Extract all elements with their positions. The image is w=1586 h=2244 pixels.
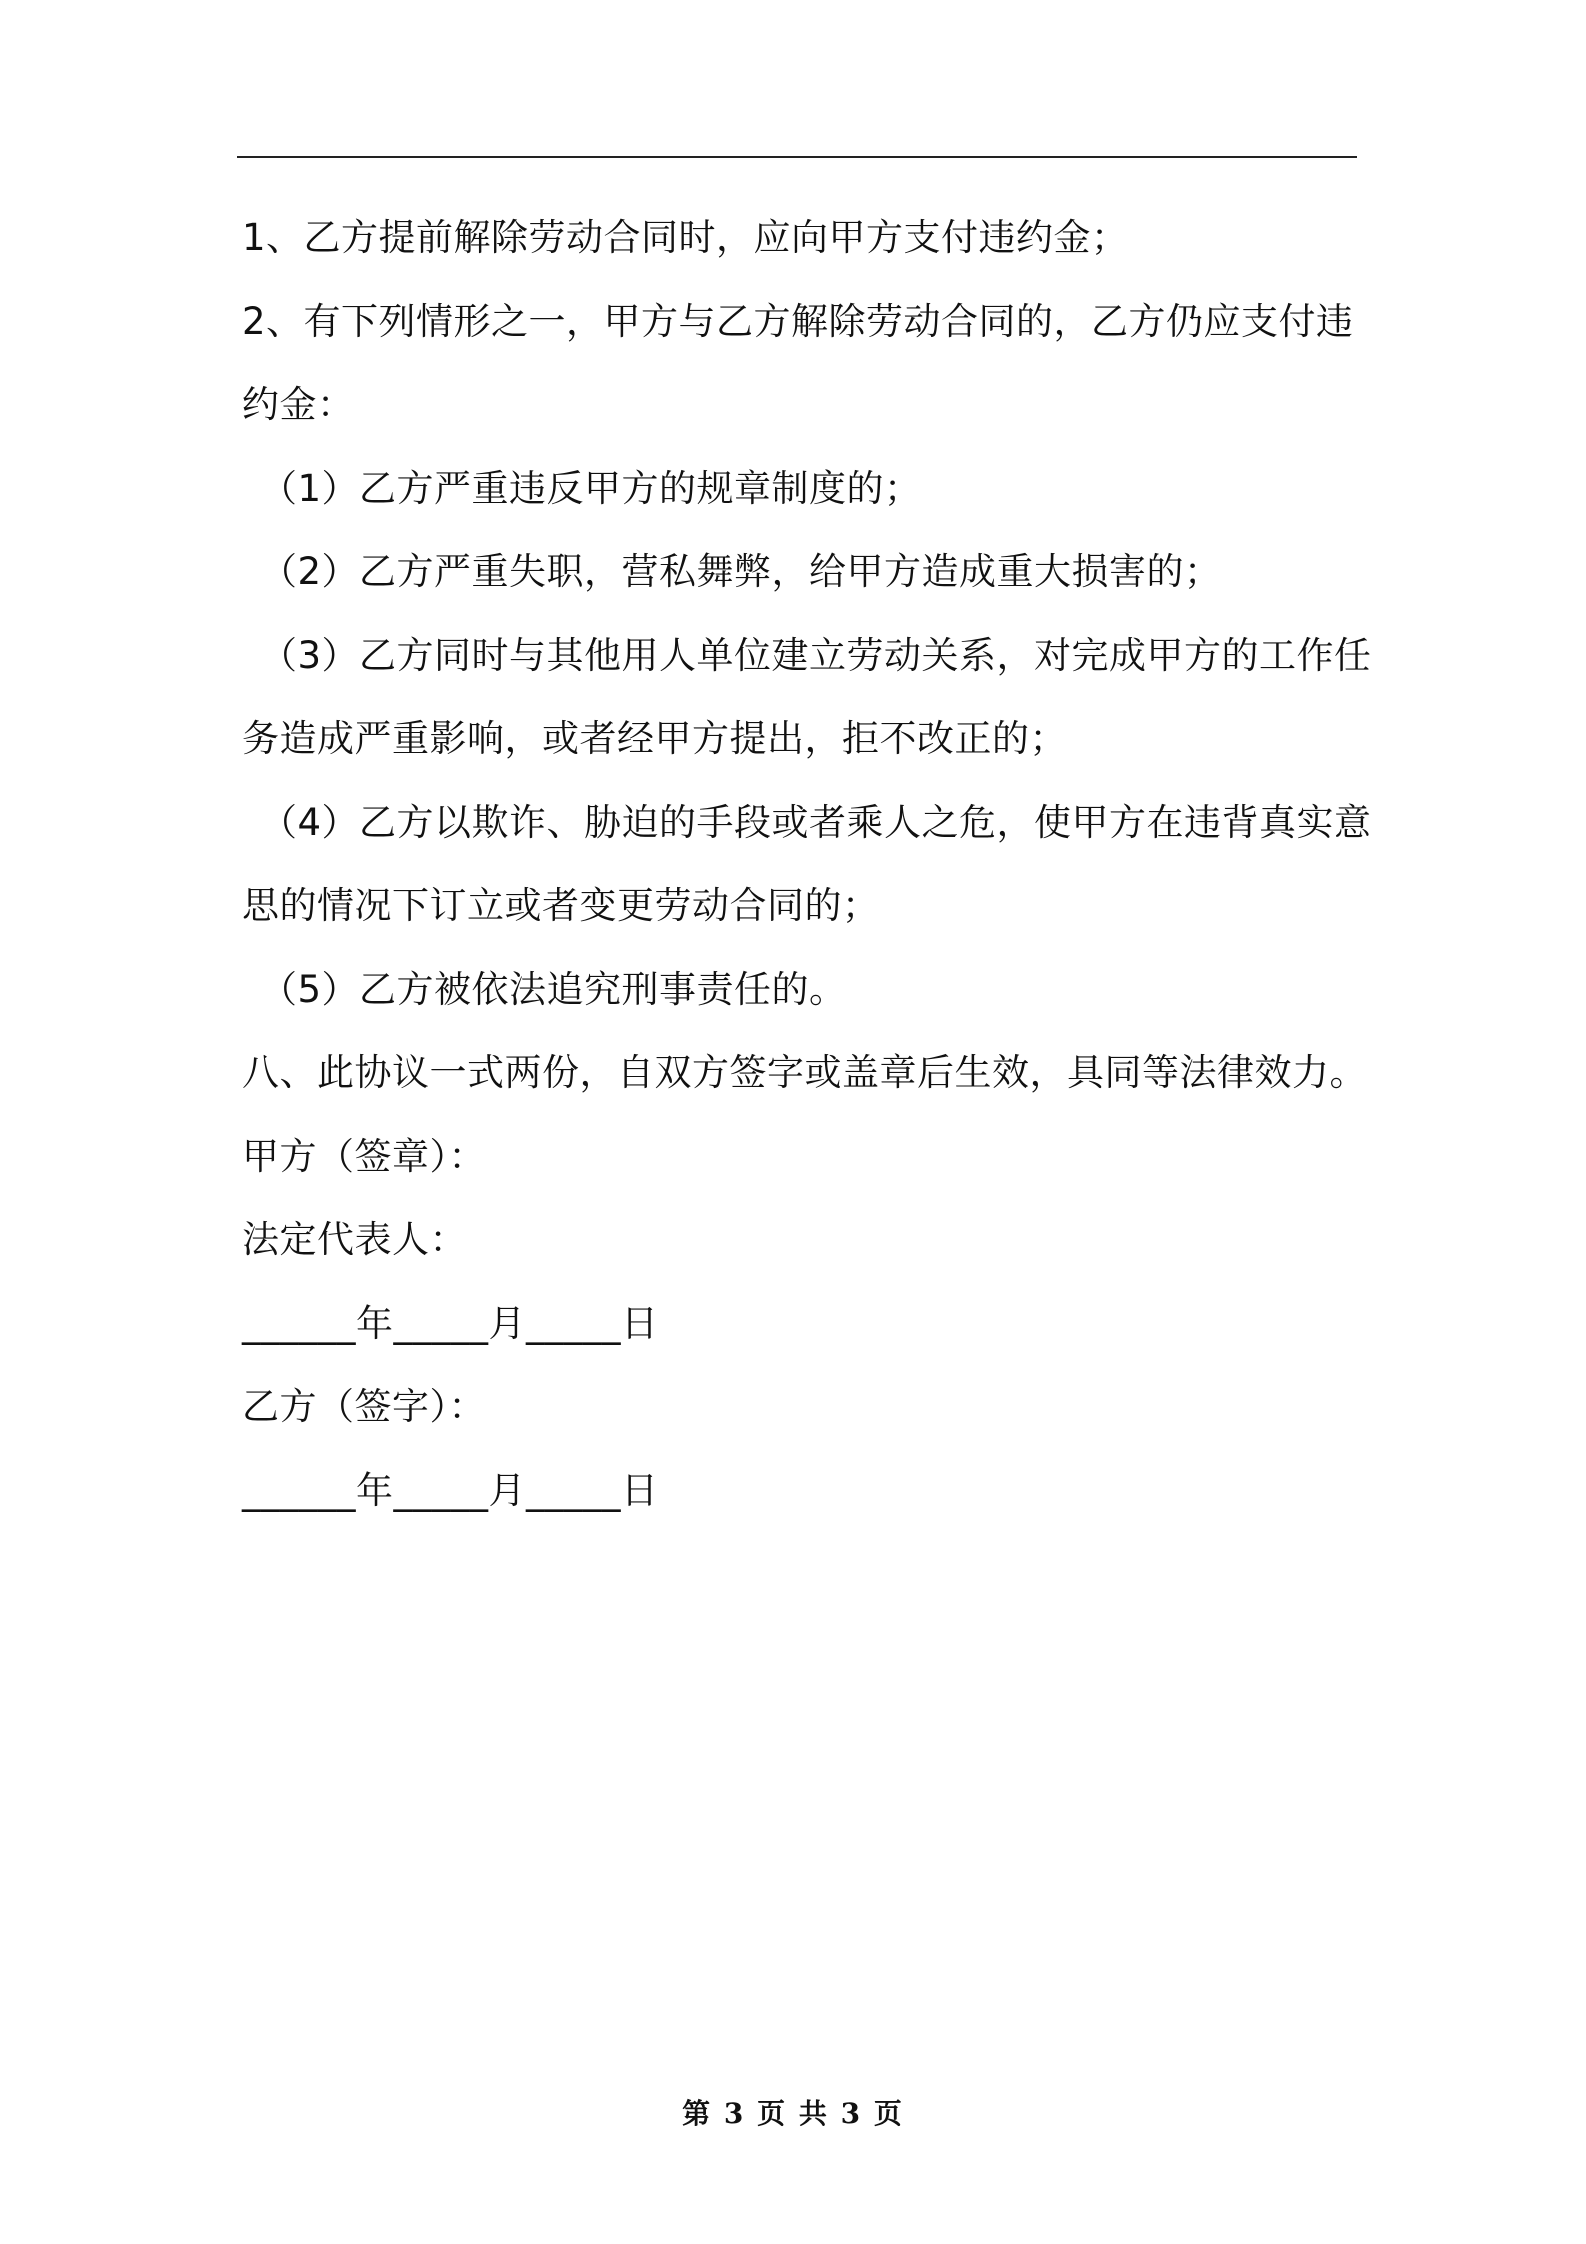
clause-2-item-1: （1）乙方严重违反甲方的规章制度的； [260,466,922,510]
party-a-date-line: ______年_____月_____日 [242,1301,659,1345]
clause-2-item-4-line-1: （4）乙方以欺诈、胁迫的手段或者乘人之危，使甲方在违背真实意 [260,800,1372,844]
party-b-signature-label: 乙方（签字）： [242,1385,486,1428]
clause-2-line-2: 约金： [242,383,355,426]
clause-2-line-1: 2、有下列情形之一，甲方与乙方解除劳动合同的，乙方仍应支付违 [242,299,1354,343]
clause-2-item-3-line-1: （3）乙方同时与其他用人单位建立劳动关系，对完成甲方的工作任 [260,633,1372,677]
clause-2-item-5: （5）乙方被依法追究刑事责任的。 [260,967,847,1011]
clause-8: 八、此协议一式两份，自双方签字或盖章后生效，具同等法律效力。 [242,1051,1367,1094]
clause-2-item-2: （2）乙方严重失职，营私舞弊，给甲方造成重大损害的； [260,550,1222,593]
party-a-signature-label: 甲方（签章）： [242,1134,486,1178]
clause-1: 1、乙方提前解除劳动合同时，应向甲方支付违约金； [242,216,1129,259]
page-number: 第 3 页 共 3 页 [682,2097,904,2130]
clause-2-item-3-line-2: 务造成严重影响，或者经甲方提出，拒不改正的； [242,717,1067,760]
clause-2-item-4-line-2: 思的情况下订立或者变更劳动合同的； [242,884,880,927]
legal-representative-label: 法定代表人： [242,1218,467,1261]
header-divider [237,156,1357,158]
document-body [242,196,1372,1532]
party-b-date-line: ______年_____月_____日 [242,1468,659,1512]
